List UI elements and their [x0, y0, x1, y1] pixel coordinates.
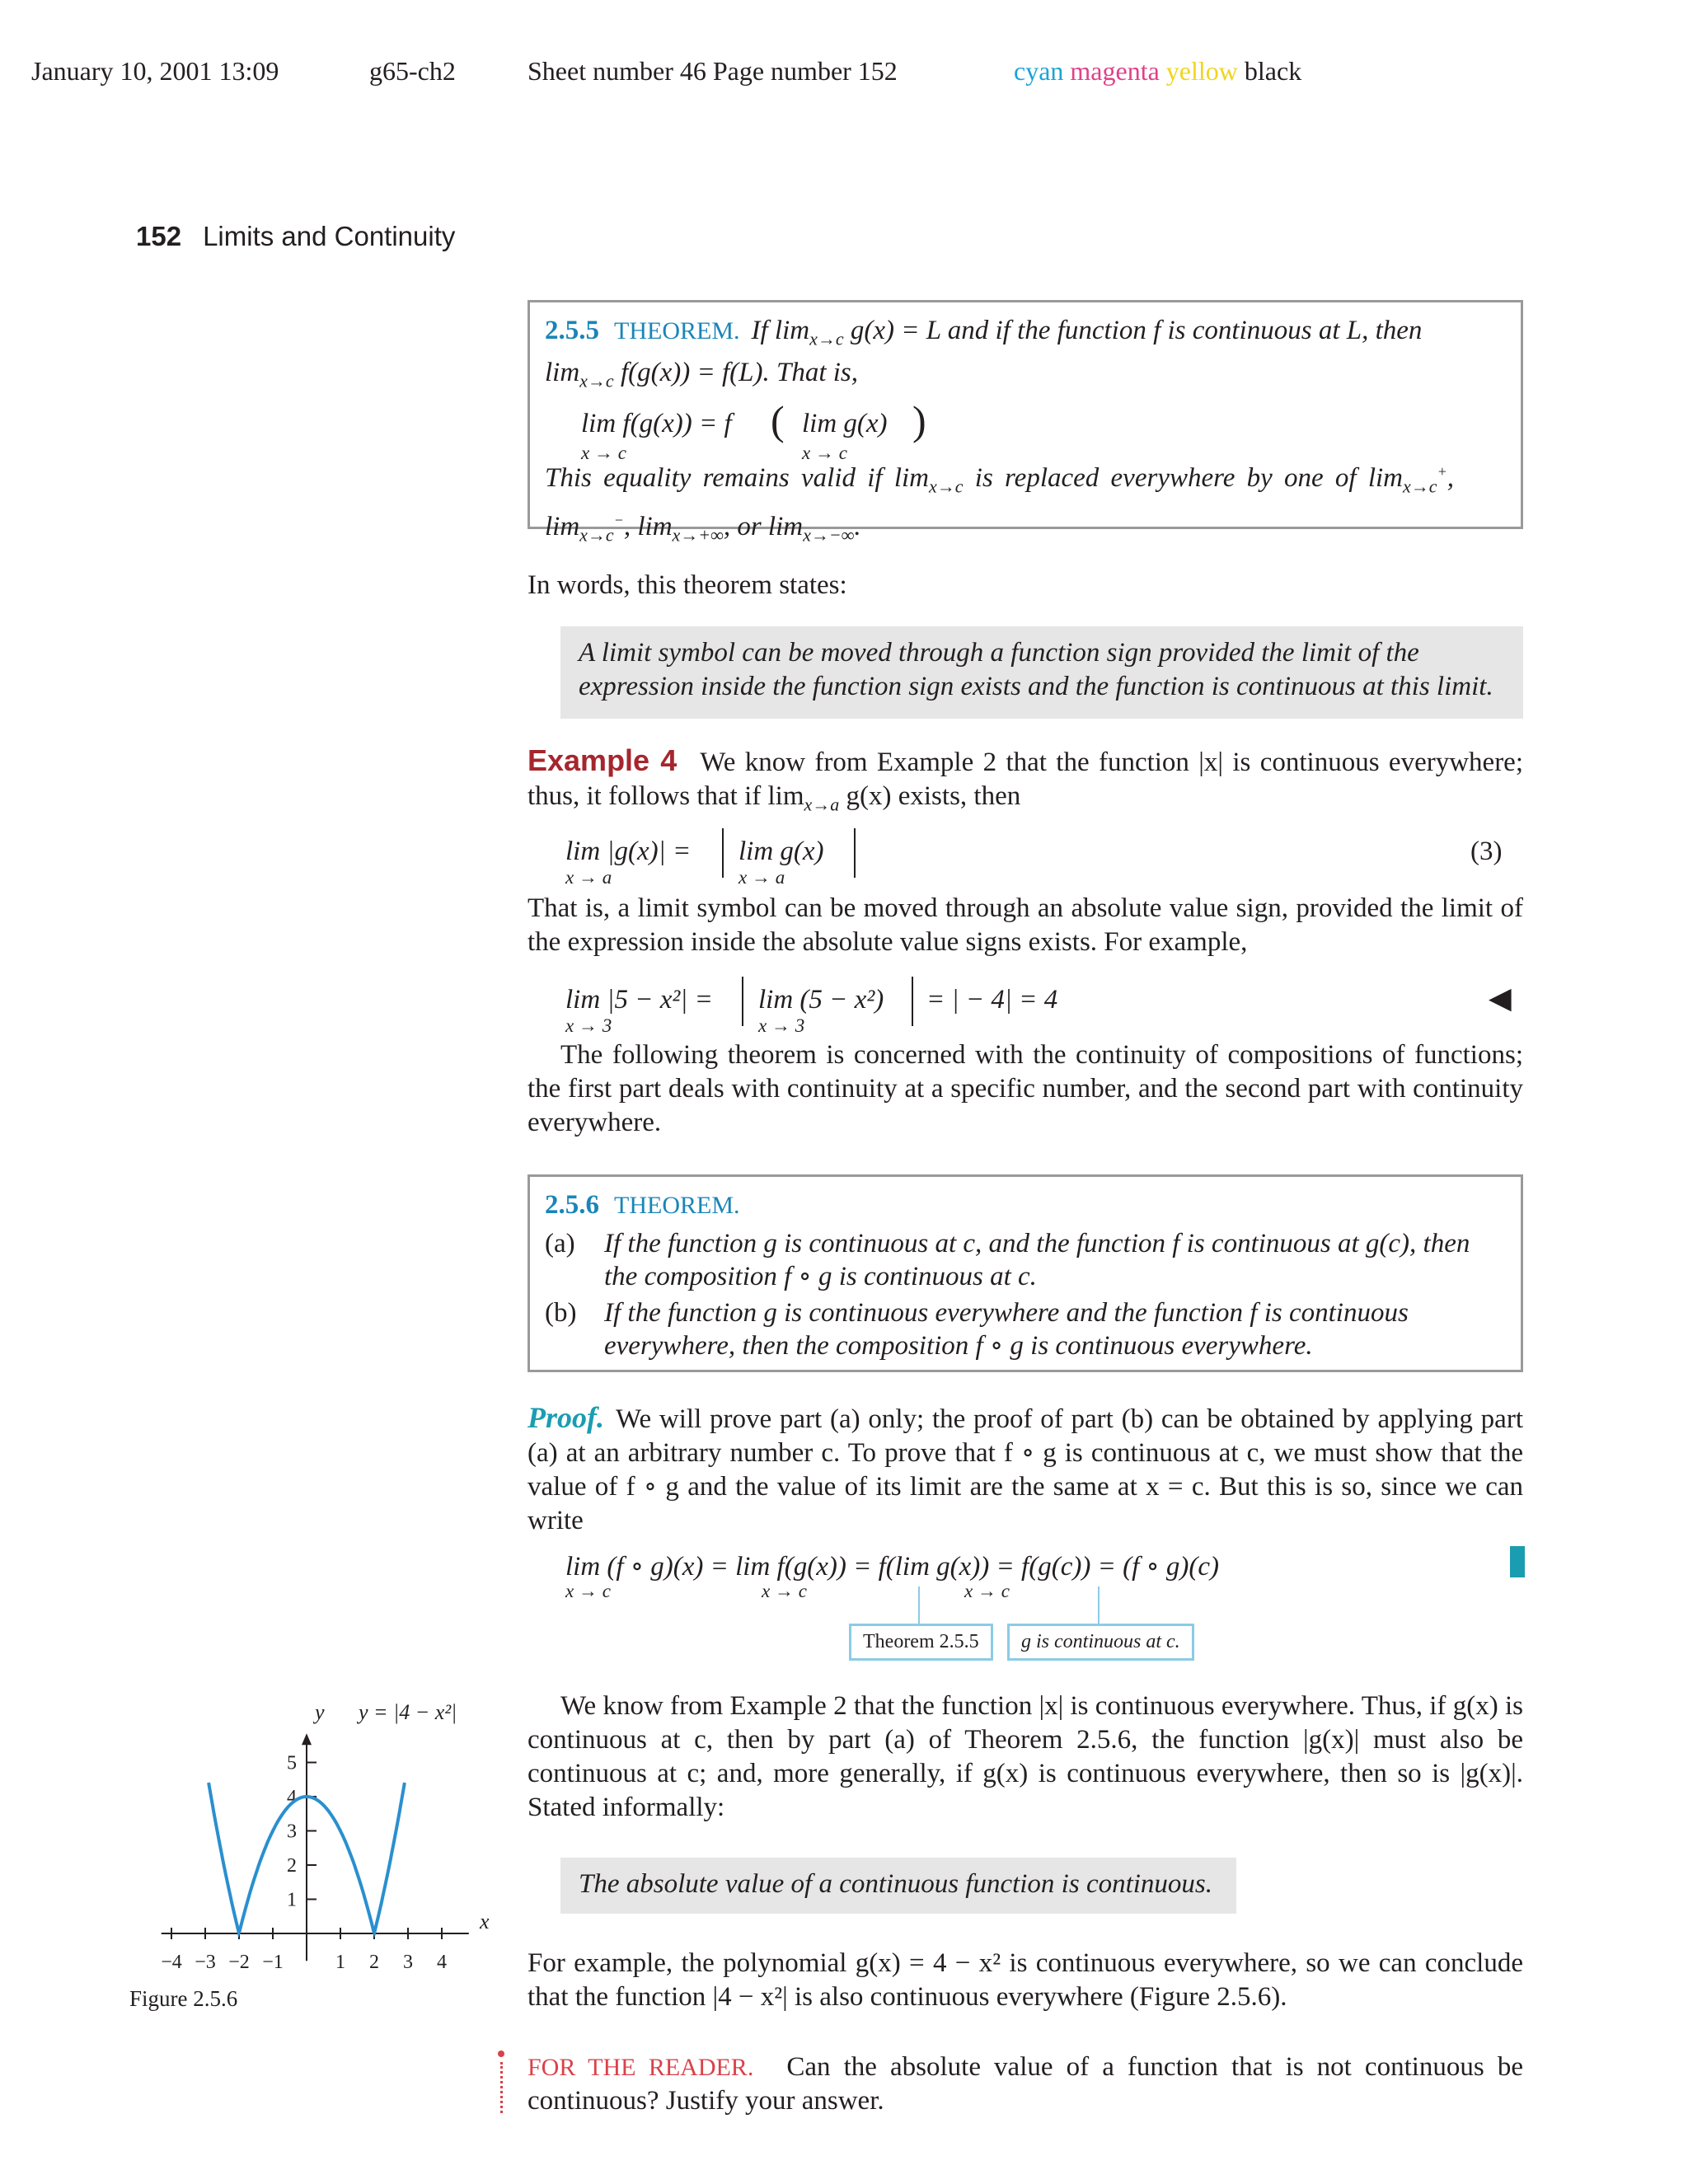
y-axis-label: y: [315, 1700, 325, 1724]
equation-4-mid: lim (5 − x²): [758, 985, 884, 1015]
abs-bar-right: [854, 828, 856, 878]
theorem-text: is replaced everywhere by one of lim: [963, 463, 1404, 494]
theorem-text: g(x) = L and if the function f is continuous at L, then: [843, 316, 1423, 345]
y-tick-label: 1: [287, 1889, 297, 1911]
paragraph-absolute-value: We know from Example 2 that the function |x| is continuous everywhere. Thus, if g(x) is continuous at c, then by part (a) of Theorem 2.5.6, the function |g(x)| must also be continuous at c; and, more generally, if g(x) is continuous everywhere, then so is |g(x)|. Stated informally:: [528, 1691, 1523, 1822]
theorem-text: f(g(x)) = f(L). That is,: [613, 357, 859, 387]
connector-line: [1098, 1586, 1100, 1624]
tag-g-continuous: g is continuous at c.: [1007, 1624, 1194, 1661]
proof-text: We will prove part (a) only; the proof of part (b) can be obtained by applying part (a) at an arbitrary number c. To prove that f ∘ g is continuous at c, we must show that the value of f ∘ g and the value of its limit are the same at x = c. But this is so, since we can write: [528, 1404, 1523, 1535]
part-b-text: If the function g is continuous everywhere and the function f is continuous everywhere, then the composition f ∘ g is continuous everywhere.: [604, 1298, 1409, 1361]
figure-axes: [162, 1733, 469, 1961]
slug-colors: [1014, 56, 1301, 87]
equation-4-sub: x → 3: [565, 1015, 612, 1036]
end-of-example-marker: ◀: [1489, 982, 1512, 1015]
theorem-sup: +: [1437, 463, 1447, 480]
equation-number: (3): [1470, 837, 1503, 866]
slug-cyan: cyan: [1014, 56, 1064, 86]
equation-sub: x → c: [581, 443, 626, 464]
x-axis-label: x: [480, 1910, 490, 1933]
equation-sub: x → c: [802, 443, 847, 464]
equation-3-sub: x → a: [738, 867, 785, 888]
x-tick-label: −2: [228, 1952, 250, 1973]
equation-3-right: lim g(x): [738, 837, 824, 866]
proof-equation-sub: x → c: [565, 1581, 611, 1601]
x-tick-label: −4: [161, 1952, 182, 1973]
equation-inner: lim g(x): [802, 409, 888, 439]
equation-4-right: = | − 4| = 4: [926, 985, 1058, 1015]
theorem-text: lim: [545, 357, 580, 387]
part-a-tag: (a): [545, 1229, 575, 1258]
theorem-text: , lim: [623, 511, 673, 541]
theorem-part-b: [545, 1296, 1506, 1362]
x-tick-label: 1: [335, 1952, 345, 1973]
theorem-text: , or lim: [723, 511, 804, 541]
theorem-label: THEOREM.: [614, 317, 740, 344]
proof-paragraph: [528, 1401, 1523, 1538]
theorem-sub: x→c: [1403, 476, 1437, 497]
statement-box-1: [560, 626, 1523, 719]
theorem-text: This equality remains valid if lim: [545, 463, 930, 494]
theorem-sub: x→+∞: [672, 524, 724, 546]
for-reader-label: FOR THE READER.: [528, 2054, 754, 2081]
x-tick-label: −3: [195, 1952, 216, 1973]
theorem-number: 2.5.6: [545, 1190, 599, 1220]
theorem-sub: x→−∞: [803, 524, 855, 546]
for-reader-text: Can the absolute value of a function that is not continuous be continuous? Justify your answer.: [528, 2052, 1524, 2116]
in-words-text: In words, this theorem states:: [528, 570, 847, 600]
theorem-text: lim: [545, 511, 580, 541]
page-header: [136, 221, 455, 252]
x-tick-label: −1: [262, 1952, 284, 1973]
slug-file: g65-ch2: [369, 56, 456, 86]
slug-sheet: Sheet number 46 Page number 152: [528, 56, 898, 86]
example-4-text-2: That is, a limit symbol can be moved through an absolute value sign, provided the limit of the expression inside the absolute value signs exists. For example,: [528, 893, 1523, 957]
y-axis-arrow-icon: [302, 1733, 312, 1745]
paren-right: ): [912, 397, 926, 444]
statement-text: A limit symbol can be moved through a function sign provided the limit of the expression inside the function sign exists and the function is continuous at this limit.: [579, 638, 1493, 701]
theorem-sub: x→c: [809, 328, 844, 349]
x-tick-label: 2: [369, 1952, 379, 1973]
abs-bar-left: [722, 828, 724, 878]
theorem-sub: x→c: [579, 370, 614, 391]
proof-equation-sub: x → c: [762, 1581, 807, 1601]
theorem-sub: x→c: [929, 476, 964, 497]
example-sub: x→a: [804, 794, 840, 815]
curve-label: y = |4 − x²|: [359, 1700, 457, 1724]
part-b-tag: (b): [545, 1298, 577, 1328]
slug-date: January 10, 2001 13:09: [31, 56, 279, 86]
y-tick-label: 4: [287, 1787, 297, 1808]
theorem-part-a: [545, 1227, 1506, 1293]
theorem-sub: x→c: [579, 524, 614, 546]
figure-2-5-6: [124, 1690, 503, 2003]
equation-3-left: lim |g(x)| =: [565, 837, 692, 866]
theorem-2-5-5-box: [528, 300, 1523, 546]
statement-text: The absolute value of a continuous function is continuous.: [579, 1869, 1213, 1899]
connector-line: [918, 1586, 920, 1624]
page-number: 152: [136, 221, 182, 251]
slug-magenta: magenta: [1070, 56, 1160, 86]
theorem-number: 2.5.5: [545, 316, 599, 345]
end-of-proof-marker: [1510, 1546, 1525, 1577]
y-tick-label: 5: [287, 1752, 297, 1774]
x-tick-label: 4: [437, 1952, 447, 1973]
x-tick-label: 3: [403, 1952, 413, 1973]
slug-black: black: [1244, 56, 1302, 86]
reader-dotted-line: [500, 2062, 503, 2113]
part-a-text: If the function g is continuous at c, and the function f is continuous at g(c), then the composition f ∘ g is continuous at c.: [604, 1229, 1470, 1291]
tag-theorem-2-5-5: Theorem 2.5.5: [849, 1624, 993, 1661]
theorem-label: THEOREM.: [614, 1192, 740, 1219]
proof-label: Proof.: [528, 1401, 604, 1434]
y-tick-label: 2: [287, 1855, 297, 1877]
equation-left: lim f(g(x)) = f: [581, 409, 732, 439]
theorem-text: If lim: [751, 316, 810, 345]
slug-yellow: yellow: [1165, 56, 1238, 86]
statement-box-2: [560, 1858, 1236, 1914]
equation-4-left: lim |5 − x²| =: [565, 985, 713, 1015]
figure-caption: Figure 2.5.6: [129, 1986, 238, 2011]
paren-left: (: [771, 397, 785, 444]
paragraph-example: For example, the polynomial g(x) = 4 − x² is continuous everywhere, so we can conclude that the function |4 − x²| is also continuous everywhere (Figure 2.5.6).: [528, 1948, 1523, 2012]
example-label: Example 4: [528, 743, 678, 777]
theorem-text: ,: [1447, 463, 1454, 494]
theorem-sup: −: [613, 511, 624, 528]
proof-equation: lim (f ∘ g)(x) = lim f(g(x)) = f(lim g(x)) = f(g(c)) = (f ∘ g)(c): [565, 1552, 1220, 1582]
abs-bar-right: [912, 977, 913, 1026]
reader-dot-icon: [498, 2050, 504, 2057]
equation-3-sub: x → a: [565, 867, 612, 888]
theorem-text: .: [854, 511, 861, 541]
example-4-paragraph: [528, 743, 1523, 822]
example-text: We know from Example 2 that the function |x| is continuous everywhere; thus, it follows that if lim: [528, 748, 1523, 811]
chapter-title: Limits and Continuity: [203, 221, 456, 251]
theorem-equation: [545, 397, 1506, 464]
proof-equation-sub: x → c: [964, 1581, 1010, 1601]
y-tick-label: 3: [287, 1821, 297, 1843]
example-text: g(x) exists, then: [839, 781, 1021, 811]
paragraph-following: The following theorem is concerned with the continuity of compositions of functions; the first part deals with continuity at a specific number, and the second part with continuity everywhere.: [528, 1040, 1523, 1137]
abs-bar-left: [742, 977, 743, 1026]
for-the-reader: [528, 2050, 1523, 2118]
theorem-2-5-6-box: [528, 1174, 1523, 1372]
equation-4-sub: x → 3: [758, 1015, 805, 1036]
